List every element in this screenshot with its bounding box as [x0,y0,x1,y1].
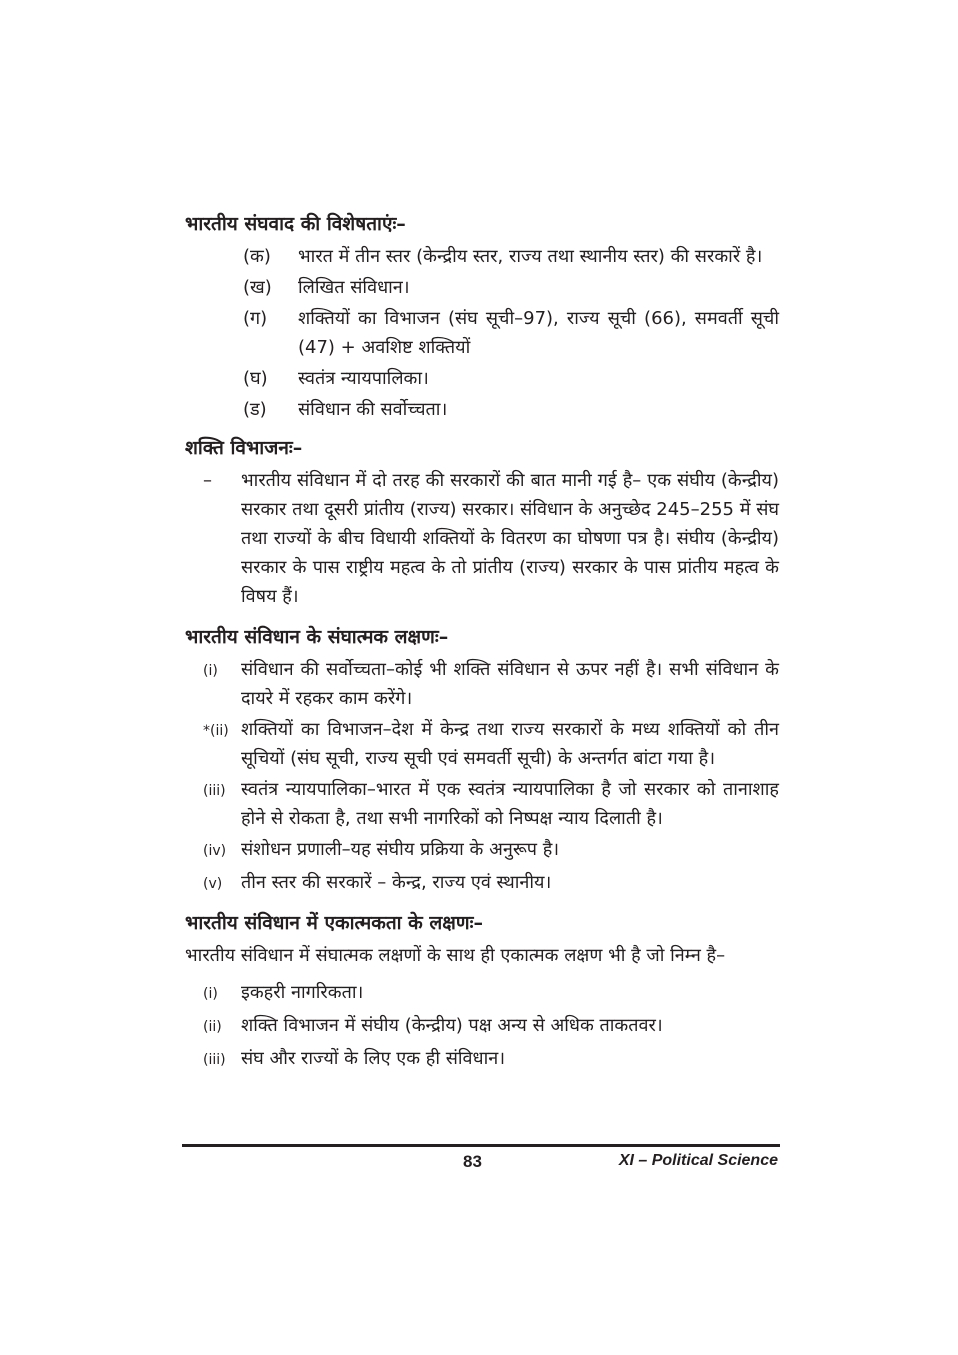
dash-marker: – [203,470,212,491]
list-item [185,1011,779,1042]
section-heading-unitary-features: भारतीय संविधान में एकात्मकता के लक्षणः– [185,912,483,934]
list-item-text: संघ और राज्यों के लिए एक ही संविधान। [241,1048,506,1069]
list-item [185,868,779,899]
list-item [185,978,779,1009]
federal-features-list [185,655,779,899]
power-division-paragraph [185,466,779,611]
list-marker: (iii) [203,783,226,799]
list-item [185,1044,779,1075]
list-item-text: स्वतंत्र न्यायपालिका। [298,368,429,389]
list-item [185,835,779,866]
list-item-text: इकहरी नागरिकता। [241,982,364,1003]
book-title: XI – Political Science [618,1152,778,1169]
list-item-text: शक्ति विभाजन में संघीय (केन्द्रीय) पक्ष अन्य से अधिक ताकतवर। [241,1015,663,1036]
page-number: 83 [463,1152,482,1171]
list-item [185,655,779,713]
list-item [185,242,779,271]
list-item-text: संविधान की सर्वोच्चता। [298,399,448,420]
list-item [185,364,779,393]
list-marker: *(ii) [203,723,229,739]
list-item-text: तीन स्तर की सरकारें – केन्द्र, राज्य एवं स्थानीय। [241,872,552,893]
unitary-intro-paragraph: भारतीय संविधान में संघात्मक लक्षणों के साथ ही एकात्मक लक्षण भी है जो निम्न है– [185,945,726,966]
paragraph-text: भारतीय संविधान में दो तरह की सरकारों की बात मानी गई है– एक संघीय (केन्द्रीय) सरकार तथा दूसरी प्रांतीय (राज्य) सरकार। संविधान के अनुच्छेद 245–255 में संघ तथा राज्यों के बीच विधायी शक्तियों के वितरण का घोषणा पत्र है। संघीय (केन्द्रीय) सरकार के पास राष्ट्रीय महत्व के तो प्रांतीय (राज्य) सरकार के पास प्रांतीय महत्व के विषय हैं। [241,470,779,607]
section-heading-federal-features: भारतीय संविधान के संघात्मक लक्षणः– [185,626,449,648]
list-marker: (v) [203,876,223,892]
list-item-text: शक्तियों का विभाजन (संघ सूची–97), राज्य सूची (66), समवर्ती सूची (47) + अवशिष्ट शक्तियों [298,308,779,358]
list-marker: (ग) [243,308,268,329]
unitary-features-list [185,978,779,1075]
list-marker: (ड) [243,399,267,420]
list-marker: (iv) [203,843,227,859]
list-item-text: शक्तियों का विभाजन–देश में केन्द्र तथा राज्य सरकारों के मध्य शक्तियों को तीन सूचियों (संघ सूची, राज्य सूची एवं समवर्ती सूची) के अन्तर्गत बांटा गया है। [241,719,779,769]
section-heading-power-division: शक्ति विभाजनः– [185,437,303,459]
list-marker: (क) [243,246,271,267]
list-marker: (i) [203,986,218,1002]
list-item [185,715,779,773]
list-item-text: लिखित संविधान। [298,277,410,298]
list-marker: (i) [203,663,218,679]
list-marker: (घ) [243,368,268,389]
list-marker: (ख) [243,277,272,298]
list-marker: (ii) [203,1019,222,1035]
list-item-text: स्वतंत्र न्यायपालिका–भारत में एक स्वतंत्र न्यायपालिका है जो सरकार को तानाशाह होने से रोकता है, तथा सभी नागरिकों को निष्पक्ष न्याय दिलाती है। [241,779,779,829]
list-item [185,304,779,362]
footer-divider [182,1144,780,1147]
list-item [185,395,779,424]
section-heading-federalism-features: भारतीय संघवाद की विशेषताएंः– [185,213,406,235]
list-item [185,273,779,302]
page-content [185,210,779,1085]
list-item-text: संविधान की सर्वोच्चता–कोई भी शक्ति संविधान से ऊपर नहीं है। सभी संविधान के दायरे में रहकर काम करेंगे। [241,659,779,709]
list-item-text: संशोधन प्रणाली–यह संघीय प्रक्रिया के अनुरूप है। [241,839,560,860]
federalism-features-list [185,242,779,424]
list-item [185,775,779,833]
list-marker: (iii) [203,1052,226,1068]
list-item-text: भारत में तीन स्तर (केन्द्रीय स्तर, राज्य तथा स्थानीय स्तर) की सरकारें है। [298,246,763,267]
